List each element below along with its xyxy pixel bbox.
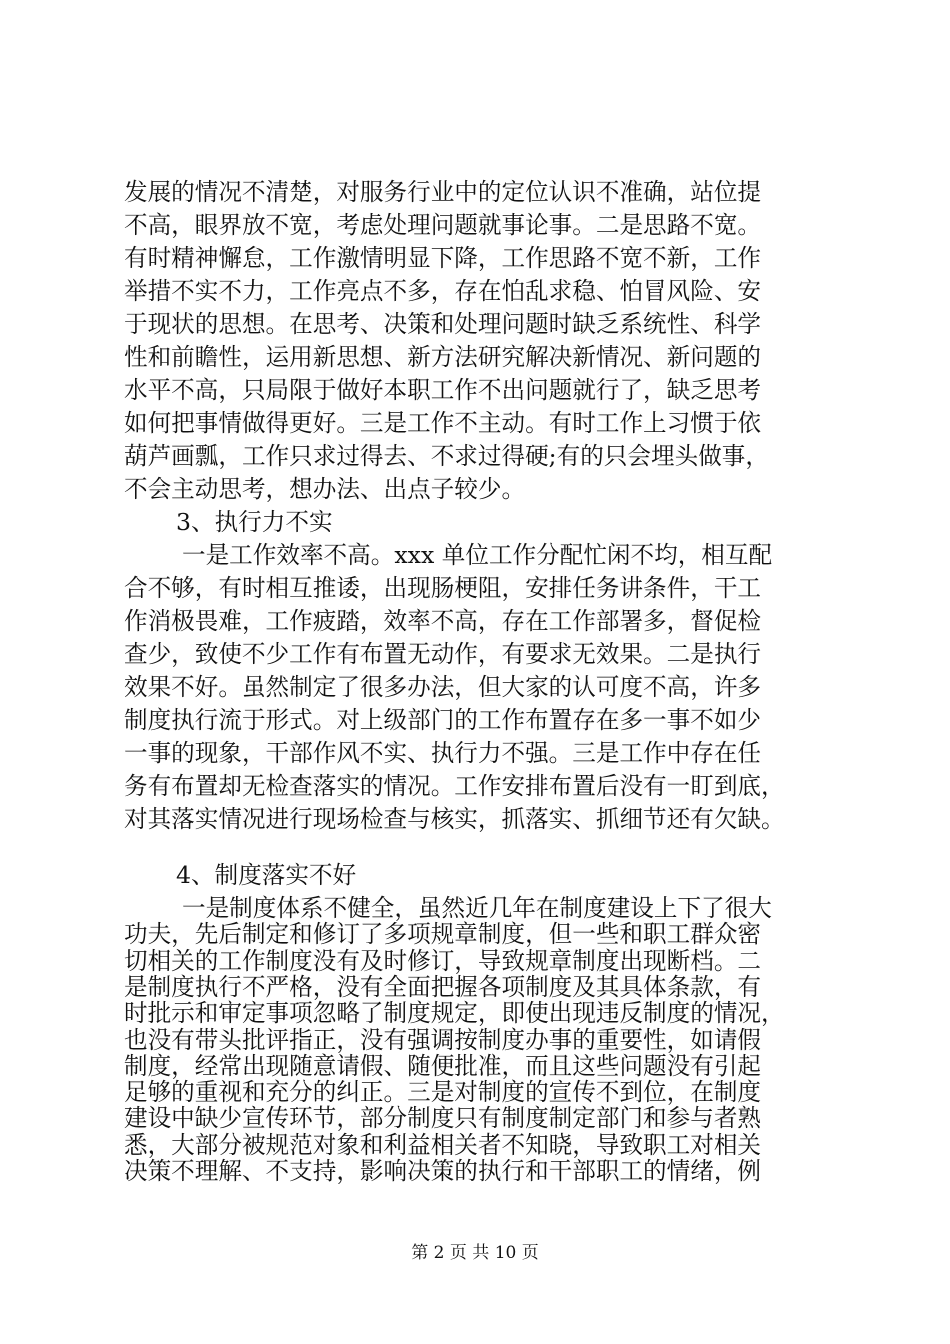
text-line: 切相关的工作制度没有及时修订，导致规章制度出现断档。二 — [124, 947, 762, 975]
text-line: 性和前瞻性，运用新思想、新方法研究解决新情况、新问题的 — [124, 343, 762, 371]
text-line: 葫芦画瓢，工作只求过得去、不求过得硬;有的只会埋头做事， — [124, 442, 769, 470]
text-line: 一是工作效率不高。xxx 单位工作分配忙闲不均，相互配 — [182, 541, 773, 569]
text-line: 不会主动思考，想办法、出点子较少。 — [124, 475, 526, 503]
text-line: 制度执行流于形式。对上级部门的工作布置存在多一事不如少 — [124, 706, 762, 734]
text-line: 查少，致使不少工作有布置无动作，有要求无效果。二是执行 — [124, 640, 762, 668]
text-line: 也没有带头批评指正，没有强调按制度办事的重要性，如请假 — [124, 1026, 762, 1054]
text-line: 不高，眼界放不宽，考虑处理问题就事论事。二是思路不宽。 — [124, 211, 762, 239]
text-line: 一事的现象，干部作风不实、执行力不强。三是工作中存在任 — [124, 739, 762, 767]
text-line: 悉，大部分被规范对象和利益相关者不知晓，导致职工对相关 — [124, 1131, 762, 1159]
text-line: 一是制度体系不健全，虽然近几年在制度建设上下了很大 — [182, 894, 772, 922]
section-heading: 4、制度落实不好 — [176, 861, 357, 889]
text-line: 如何把事情做得更好。三是工作不主动。有时工作上习惯于依 — [124, 409, 762, 437]
text-line: 发展的情况不清楚，对服务行业中的定位认识不准确，站位提 — [124, 178, 762, 206]
text-line: 合不够，有时相互推诿，出现肠梗阻，安排任务讲条件，干工 — [124, 574, 762, 602]
text-line: 效果不好。虽然制定了很多办法，但大家的认可度不高，许多 — [124, 673, 762, 701]
text-line: 务有布置却无检查落实的情况。工作安排布置后没有一盯到底， — [124, 772, 785, 800]
text-line: 功夫，先后制定和修订了多项规章制度，但一些和职工群众密 — [124, 920, 762, 948]
text-line: 是制度执行不严格，没有全面把握各项制度及其具体条款，有 — [124, 973, 762, 1001]
text-line: 于现状的思想。在思考、决策和处理问题时缺乏系统性、科学 — [124, 310, 762, 338]
text-line: 水平不高，只局限于做好本职工作不出问题就行了，缺乏思考 — [124, 376, 762, 404]
text-line: 有时精神懈怠，工作激情明显下降，工作思路不宽不新，工作 — [124, 244, 762, 272]
text-line: 举措不实不力，工作亮点不多，存在怕乱求稳、怕冒风险、安 — [124, 277, 762, 305]
text-line: 决策不理解、不支持，影响决策的执行和干部职工的情绪，例 — [124, 1157, 762, 1185]
text-line: 制度，经常出现随意请假、随便批准，而且这些问题没有引起 — [124, 1052, 762, 1080]
text-line: 时批示和审定事项忽略了制度规定，即使出现违反制度的情况， — [124, 999, 785, 1027]
page-number-footer: 第 2 页 共 10 页 — [411, 1243, 539, 1263]
section-heading: 3、执行力不实 — [176, 508, 333, 536]
text-line: 建设中缺少宣传环节，部分制度只有制度制定部门和参与者熟 — [124, 1104, 762, 1132]
text-line: 足够的重视和充分的纠正。三是对制度的宣传不到位，在制度 — [124, 1078, 762, 1106]
text-line: 作消极畏难，工作疲踏，效率不高，存在工作部署多，督促检 — [124, 607, 762, 635]
text-line: 对其落实情况进行现场检查与核实，抓落实、抓细节还有欠缺。 — [124, 805, 785, 833]
